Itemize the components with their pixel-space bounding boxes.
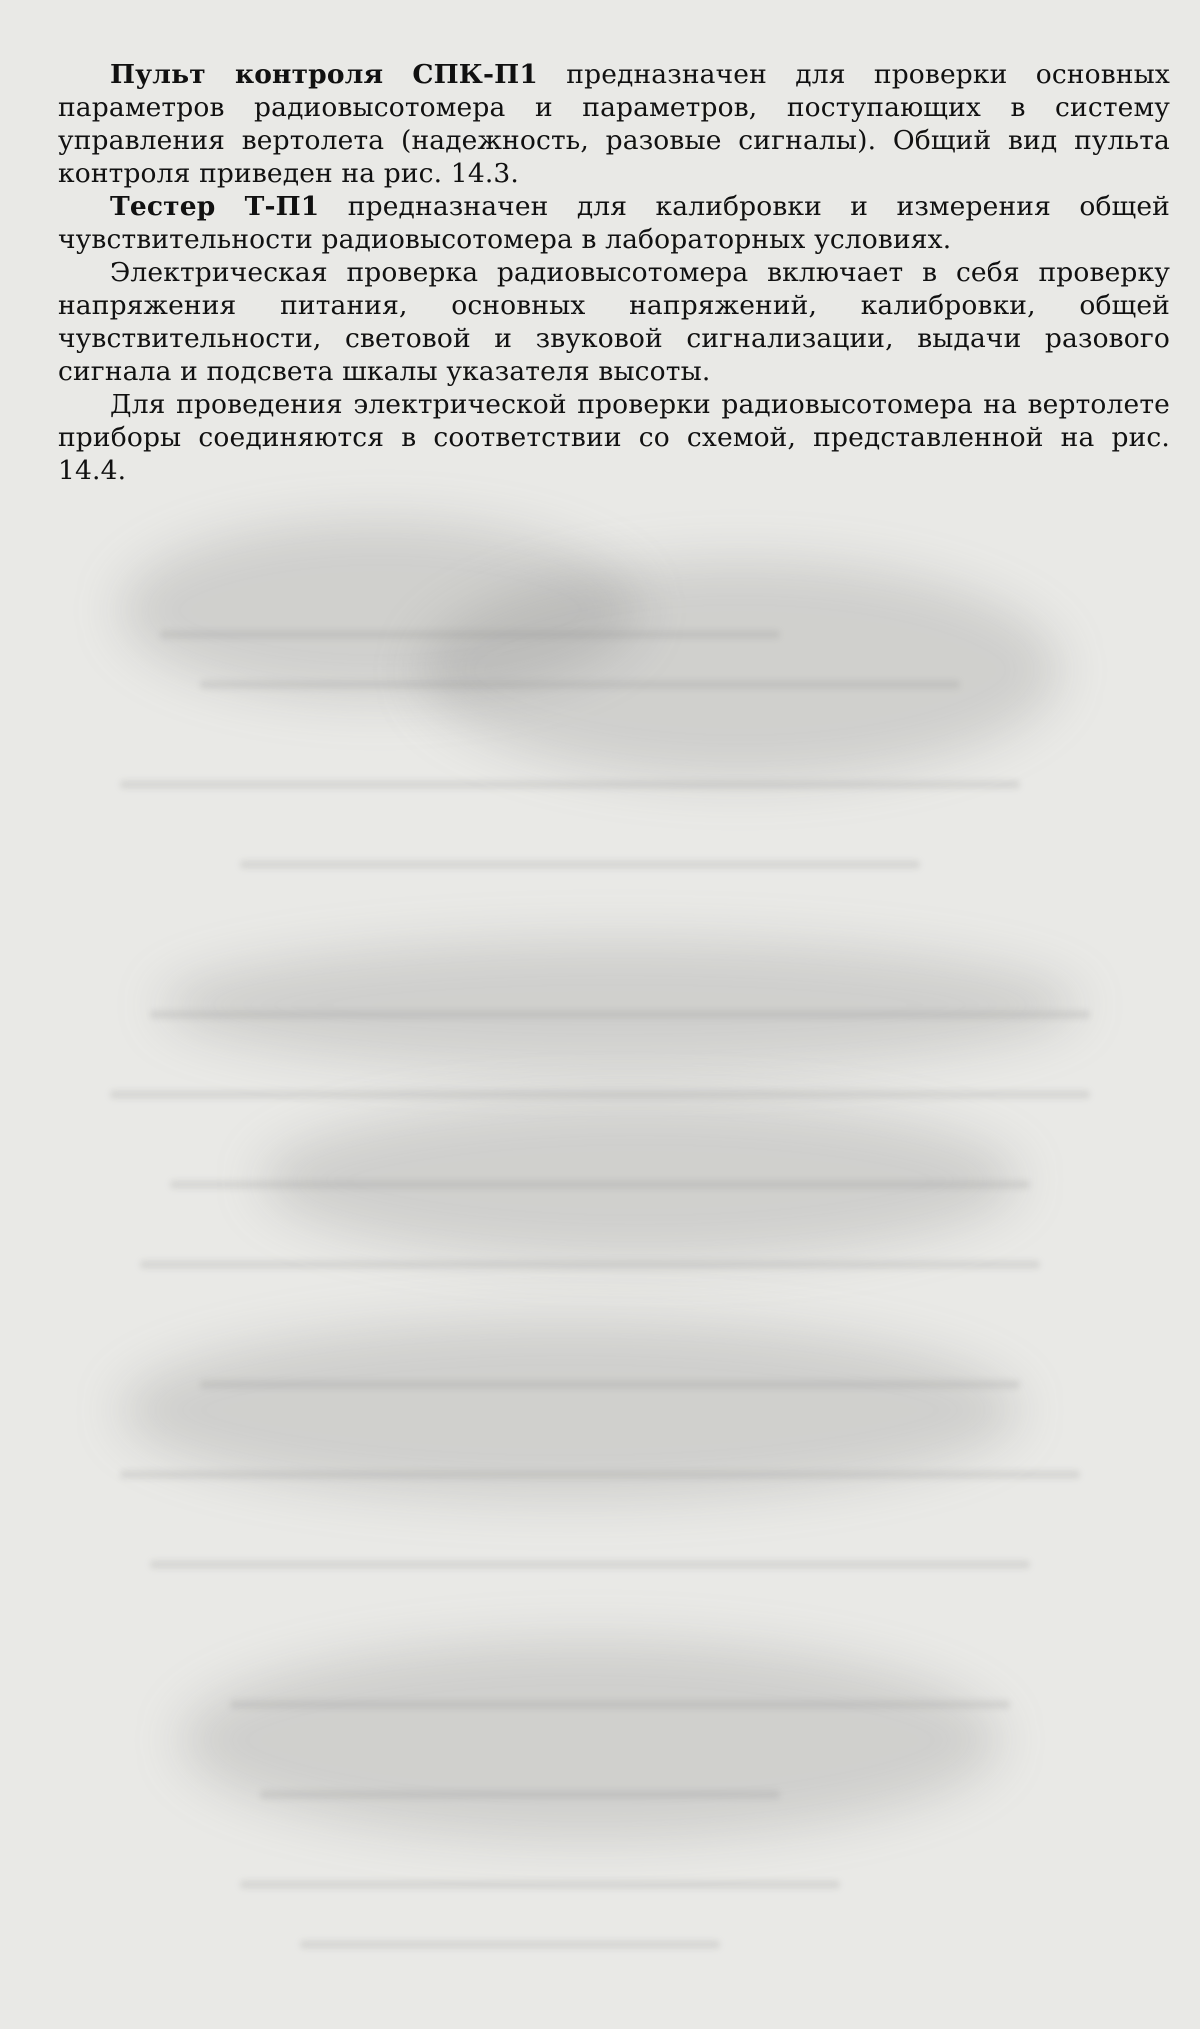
paragraph-text: Для проведения электрической проверки радиовысотомера на вертолете приборы соединяются в соответствии со схемой, представленной на рис. 14.4.	[58, 389, 1170, 486]
paragraph-connection-scheme	[58, 388, 1170, 487]
paragraph-spk-p1	[58, 58, 1170, 190]
paragraph-text: предназначен для калибровки и измерения общей чувствительности радиовысотомера в лабораторных условиях.	[58, 191, 1170, 255]
term-spk-p1: Пульт контроля СПК-П1	[110, 59, 538, 90]
term-tester-t-p1: Тестер Т-П1	[110, 191, 320, 222]
paragraph-tester-t-p1	[58, 190, 1170, 256]
paragraph-text: предназначен для проверки основных параметров радиовысотомера и параметров, поступающих в систему управления вертолета (надежность, разовые сигналы). Общий вид пульта контроля приведен на рис. 14.3.	[58, 59, 1170, 189]
paragraph-electrical-check	[58, 256, 1170, 388]
document-body	[58, 58, 1170, 487]
paragraph-text: Электрическая проверка радиовысотомера включает в себя проверку напряжения питания, основных напряжений, калибровки, общей чувствительности, световой и звуковой сигнализации, выдачи разового сигнала и подсвета шкалы указателя высоты.	[58, 257, 1170, 387]
